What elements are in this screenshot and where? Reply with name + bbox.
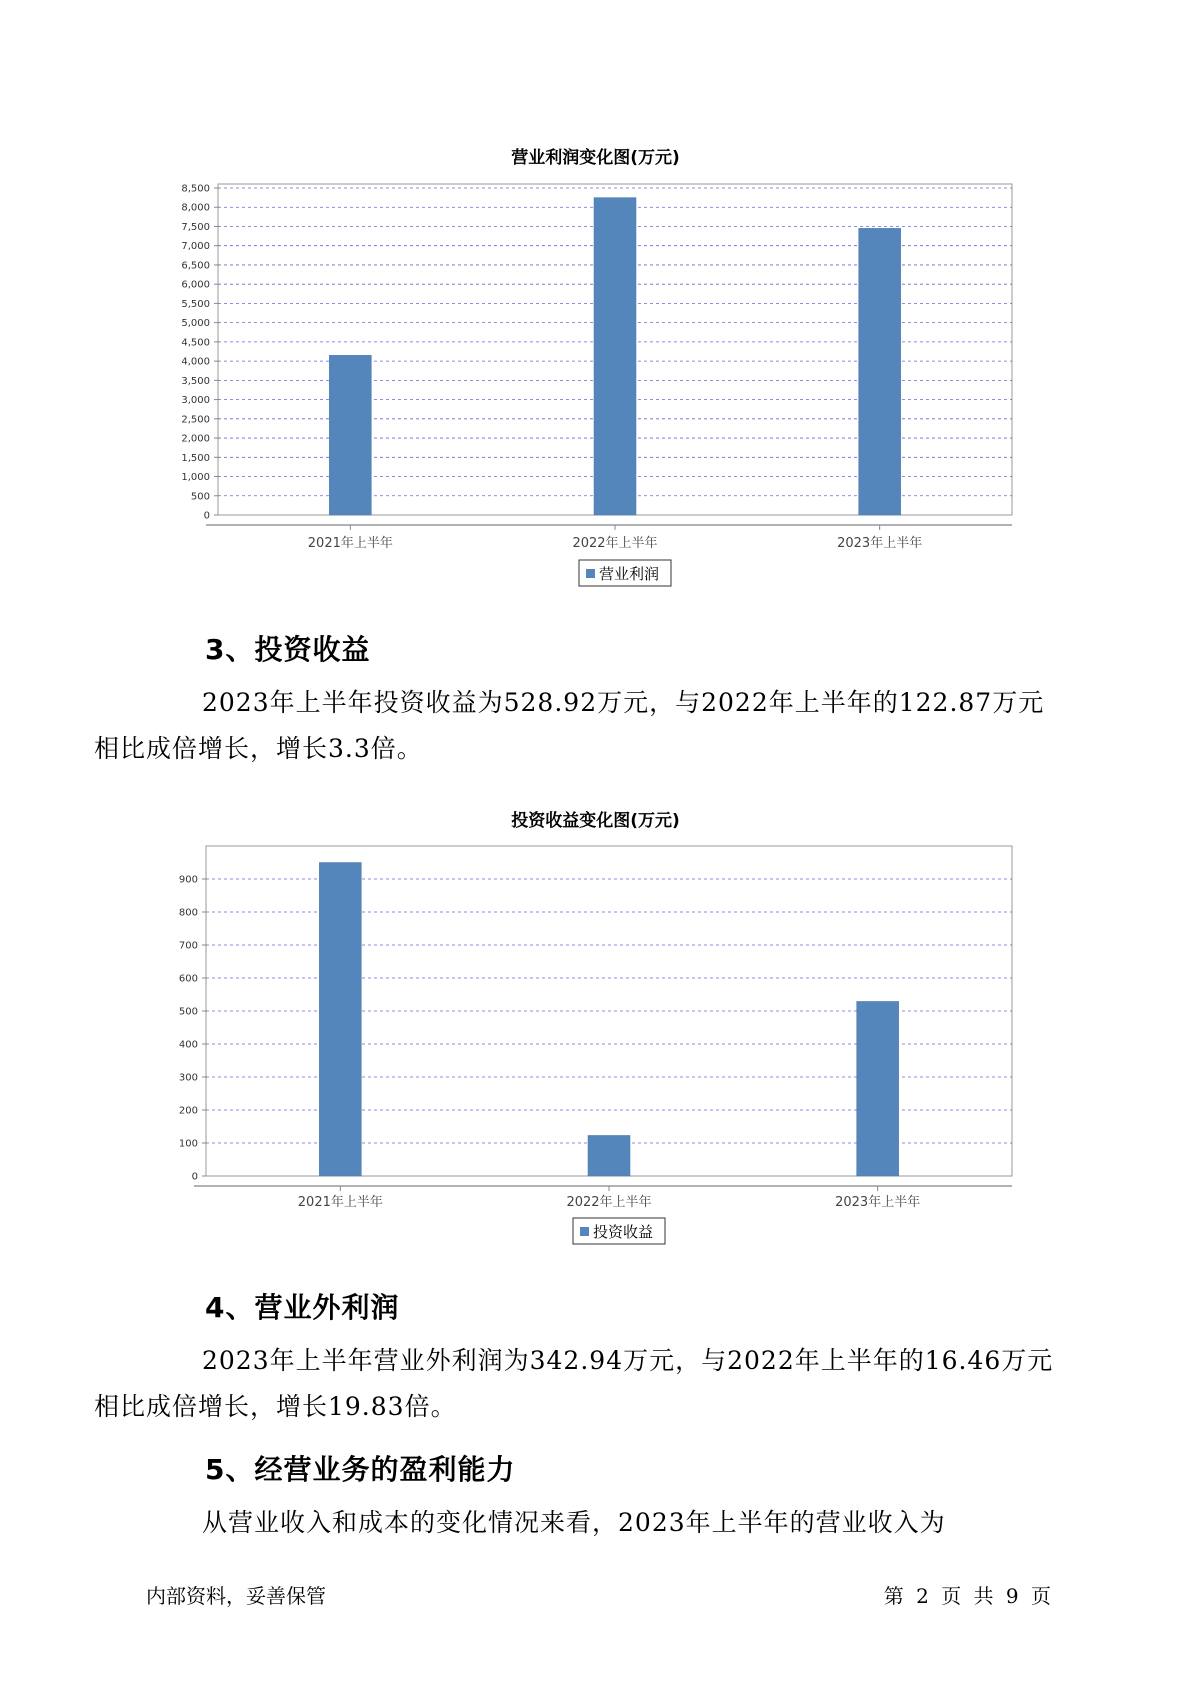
paragraph-non-operating-profit: [94, 1338, 1068, 1430]
chart1-title: 营业利润变化图(万元): [511, 148, 680, 168]
paragraph-investment-income: [94, 680, 1068, 772]
para4-line2: 相比成倍增长，增长19.83倍。: [94, 1392, 457, 1421]
y-tick-label: 100: [178, 1138, 198, 1150]
y-tick-label: 0: [203, 510, 210, 522]
para3-line2: 相比成倍增长，增长3.3倍。: [94, 734, 423, 763]
y-tick-label: 2,500: [181, 414, 210, 426]
y-tick-label: 8,000: [181, 202, 210, 214]
section-heading-profitability: 5、经营业务的盈利能力: [205, 1453, 516, 1486]
legend-label: 营业利润: [599, 565, 660, 583]
section-heading-investment-income: 3、投资收益: [205, 633, 371, 666]
y-tick-label: 3,000: [181, 395, 210, 407]
paragraph-profitability: [148, 1500, 1068, 1546]
y-tick-label: 200: [178, 1105, 198, 1117]
category-label: 2021年上半年: [297, 1195, 383, 1210]
bar: [859, 228, 901, 515]
y-tick-label: 5,500: [181, 298, 210, 310]
footer-page-number: 第 2 页 共 9 页: [883, 1584, 1051, 1608]
bar: [588, 1135, 630, 1176]
y-tick-label: 7,000: [181, 241, 210, 253]
bar: [319, 863, 361, 1177]
y-tick-label: 7,500: [181, 221, 210, 233]
operating-profit-chart: [0, 160, 1191, 630]
category-label: 2021年上半年: [307, 536, 393, 551]
para4-line1: 2023年上半年营业外利润为342.94万元，与2022年上半年的16.46万元: [202, 1346, 1054, 1375]
category-label: 2023年上半年: [835, 1195, 921, 1210]
y-tick-label: 500: [190, 491, 210, 503]
category-label: 2022年上半年: [566, 1195, 652, 1210]
section-heading-non-operating-profit: 4、营业外利润: [205, 1291, 400, 1324]
y-tick-label: 3,500: [181, 375, 210, 387]
y-tick-label: 400: [178, 1039, 198, 1051]
y-tick-label: 4,000: [181, 356, 210, 368]
y-tick-label: 1,000: [181, 472, 210, 484]
y-tick-label: 600: [178, 973, 198, 985]
y-tick-label: 0: [191, 1171, 198, 1183]
footer-confidential-note: 内部资料，妥善保管: [146, 1584, 326, 1608]
y-tick-label: 6,000: [181, 279, 210, 291]
y-tick-label: 800: [178, 907, 198, 919]
y-tick-label: 700: [178, 940, 198, 952]
chart2-title: 投资收益变化图(万元): [511, 811, 680, 831]
investment-income-chart: [0, 830, 1191, 1250]
y-tick-label: 4,500: [181, 337, 210, 349]
para3-line1: 2023年上半年投资收益为528.92万元，与2022年上半年的122.87万元: [202, 688, 1045, 717]
legend-label: 投资收益: [593, 1223, 654, 1241]
category-label: 2023年上半年: [837, 536, 923, 551]
y-tick-label: 300: [178, 1072, 198, 1084]
y-tick-label: 500: [178, 1006, 198, 1018]
y-tick-label: 900: [178, 874, 198, 886]
y-tick-label: 5,000: [181, 318, 210, 330]
para5-line1: 从营业收入和成本的变化情况来看，2023年上半年的营业收入为: [202, 1508, 946, 1537]
bar: [857, 1001, 899, 1176]
y-tick-label: 1,500: [181, 452, 210, 464]
y-tick-label: 2,000: [181, 433, 210, 445]
legend-swatch: [580, 1227, 589, 1236]
y-tick-label: 6,500: [181, 260, 210, 272]
category-label: 2022年上半年: [572, 536, 658, 551]
y-tick-label: 8,500: [181, 183, 210, 195]
bar: [594, 198, 636, 515]
legend-swatch: [586, 569, 595, 578]
bar: [329, 355, 371, 515]
